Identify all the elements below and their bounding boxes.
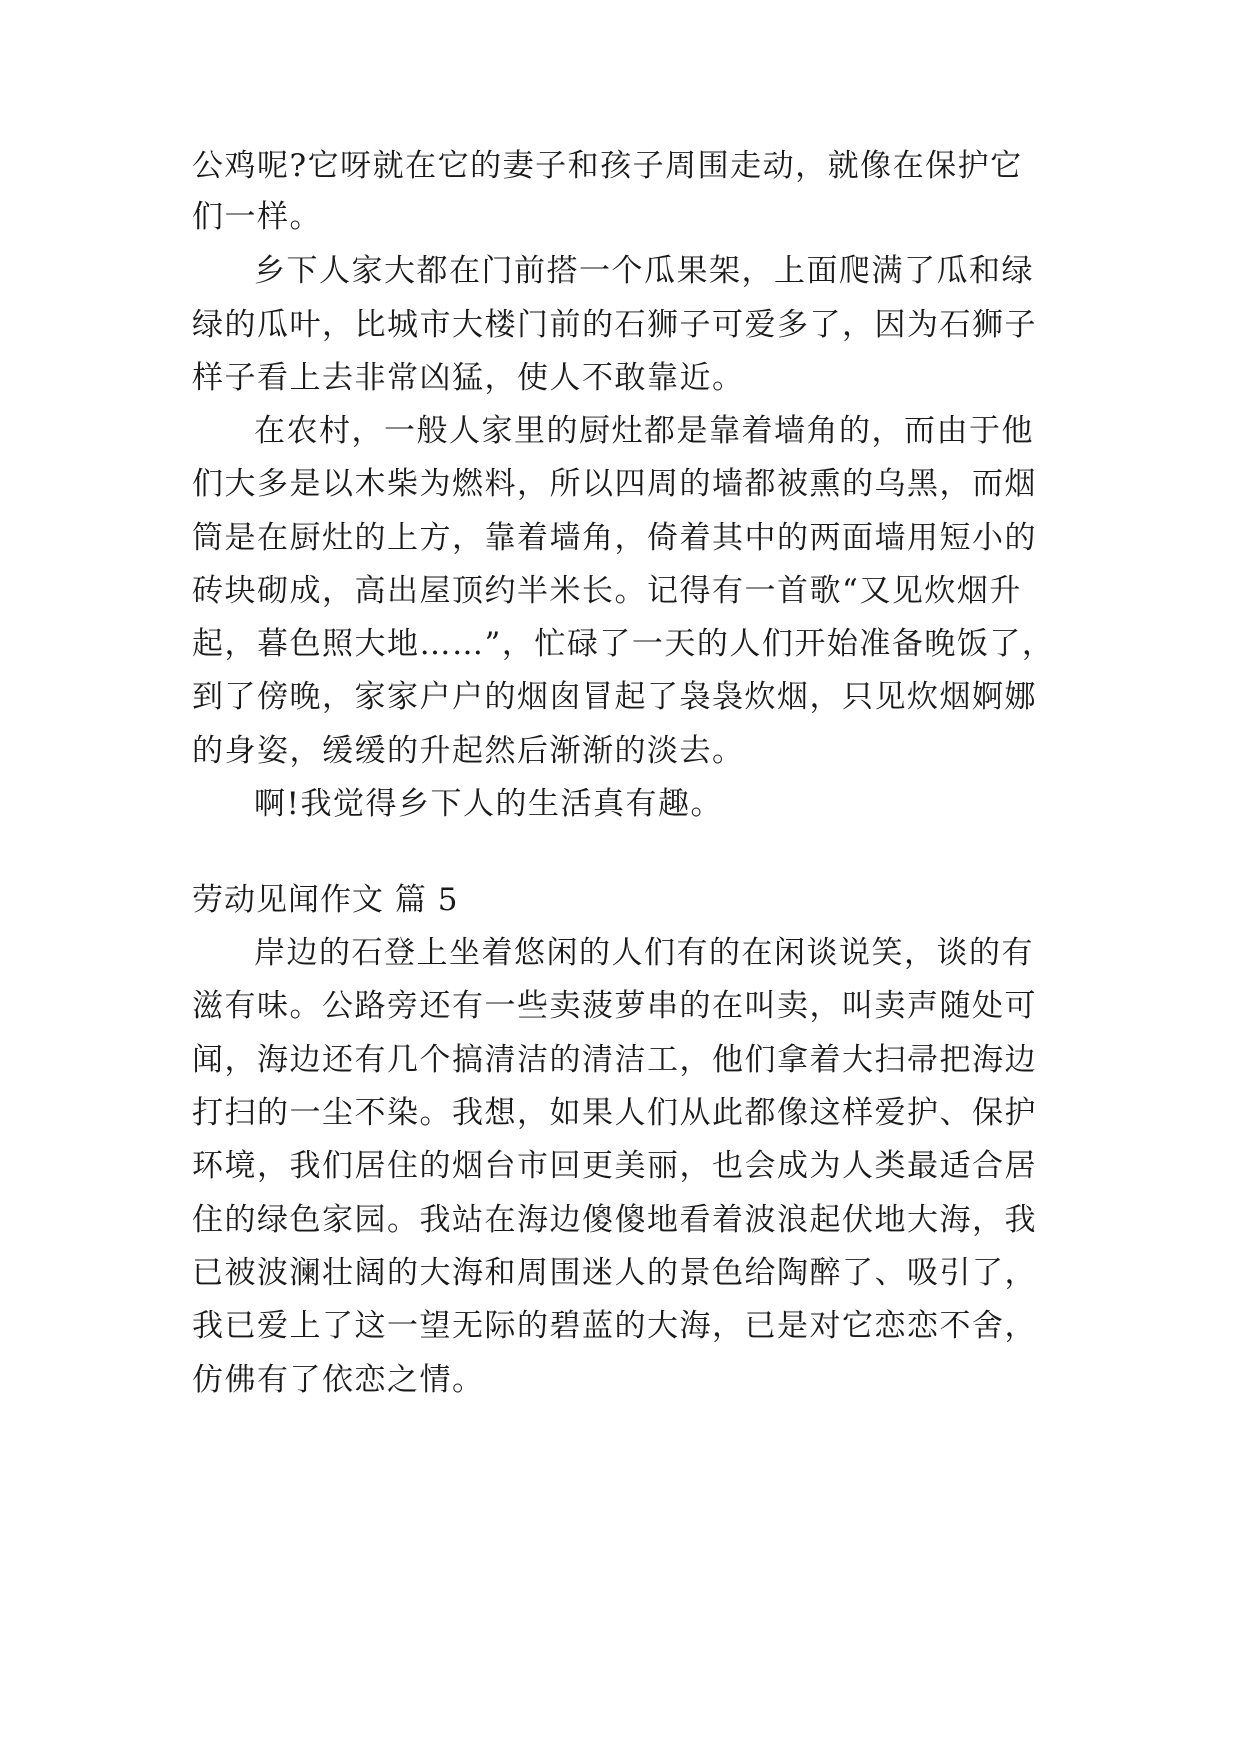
section-title: 劳动见闻作文 篇 5: [192, 882, 459, 918]
paragraph-line: 样子看上去非常凶猛，使人不敢靠近。: [192, 360, 745, 396]
paragraph-line: 公鸡呢?它呀就在它的妻子和孩子周围走动，就像在保护它: [192, 148, 1023, 184]
paragraph-line: 滋有味。公路旁还有一些卖菠萝串的在叫卖，叫卖声随处可: [192, 988, 1037, 1024]
paragraph-line: 筒是在厨灶的上方，靠着墙角，倚着其中的两面墙用短小的: [192, 520, 1037, 556]
paragraph-line: 已被波澜壮阔的大海和周围迷人的景色给陶醉了、吸引了，: [192, 1255, 1037, 1291]
paragraph-line: 住的绿色家园。我站在海边傻傻地看着波浪起伏地大海，我: [192, 1202, 1037, 1238]
paragraph-line: 岸边的石登上坐着悠闲的人们有的在闲谈说笑，谈的有: [254, 935, 1034, 971]
paragraph-line: 环境，我们居住的烟台市回更美丽，也会成为人类最适合居: [192, 1148, 1037, 1184]
paragraph-line: 到了傍晚，家家户户的烟囱冒起了袅袅炊烟，只见炊烟婀娜: [192, 679, 1037, 715]
paragraph-line: 在农村，一般人家里的厨灶都是靠着墙角的，而由于他: [254, 413, 1034, 449]
paragraph-line: 们一样。: [192, 199, 322, 235]
paragraph-line: 我已爱上了这一望无际的碧蓝的大海，已是对它恋恋不舍，: [192, 1308, 1037, 1344]
paragraph-line: 闻，海边还有几个搞清洁的清洁工，他们拿着大扫帚把海边: [192, 1042, 1037, 1078]
paragraph-line: 绿的瓜叶，比城市大楼门前的石狮子可爱多了，因为石狮子: [192, 307, 1037, 343]
paragraph-line: 们大多是以木柴为燃料，所以四周的墙都被熏的乌黑，而烟: [192, 466, 1037, 502]
paragraph-line: 的身姿，缓缓的升起然后渐渐的淡去。: [192, 733, 745, 769]
paragraph-line: 啊!我觉得乡下人的生活真有趣。: [254, 786, 723, 822]
paragraph-line: 仿佛有了依恋之情。: [192, 1362, 485, 1398]
paragraph-line: 乡下人家大都在门前搭一个瓜果架，上面爬满了瓜和绿: [254, 253, 1034, 289]
paragraph-line: 起，暮色照大地……”，忙碌了一天的人们开始准备晚饭了，: [192, 626, 1055, 662]
paragraph-line: 打扫的一尘不染。我想，如果人们从此都像这样爱护、保护: [192, 1095, 1037, 1131]
paragraph-line: 砖块砌成，高出屋顶约半米长。记得有一首歌“又见炊烟升: [192, 573, 1022, 609]
